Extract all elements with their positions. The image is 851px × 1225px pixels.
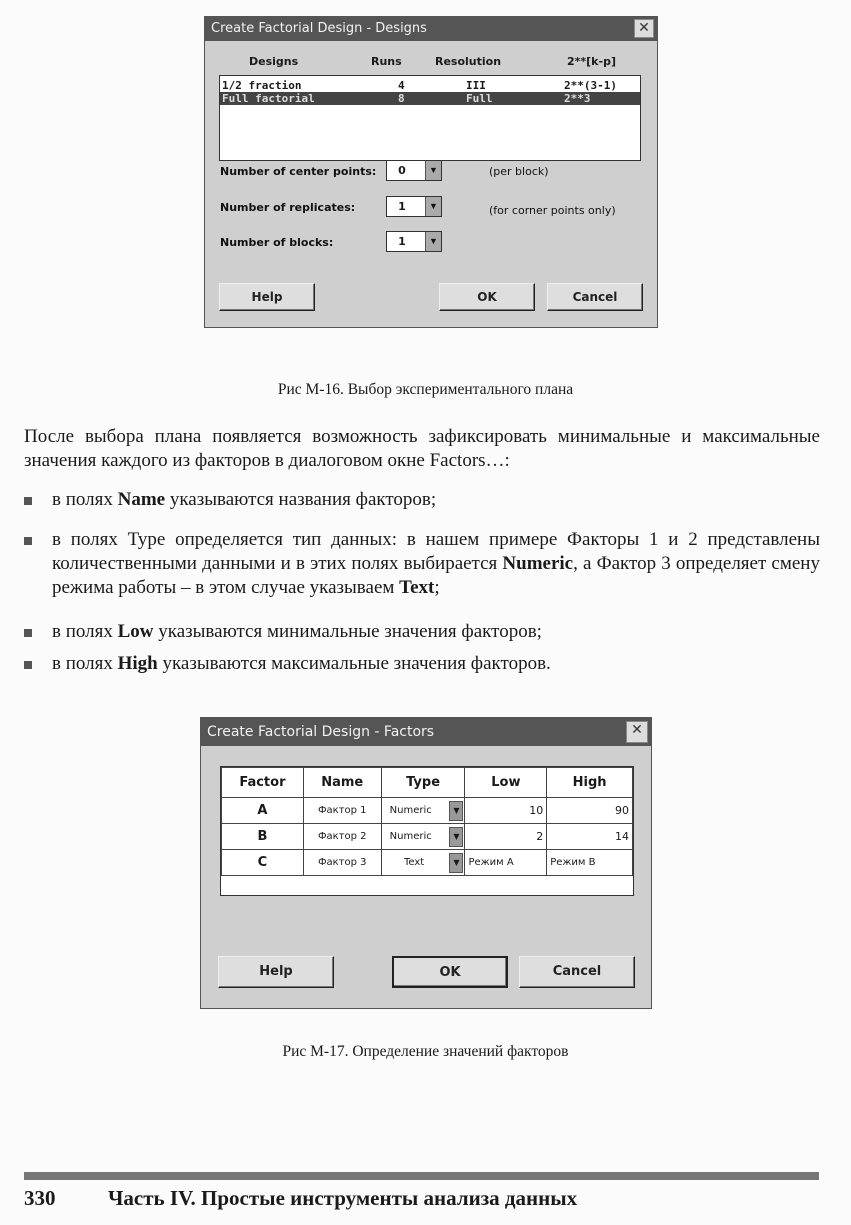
- type-select[interactable]: [381, 824, 465, 850]
- figure-caption-m16: Рис M-16. Выбор экспериментального плана: [277, 381, 574, 398]
- name-cell[interactable]: Фактор 3: [303, 850, 381, 876]
- bullet-text: в полях Low указываются минимальные значения факторов;: [52, 621, 542, 642]
- cancel-button[interactable]: Cancel: [519, 956, 635, 988]
- factors-dialog-titlebar: [201, 718, 651, 746]
- close-icon[interactable]: ✕: [634, 19, 654, 38]
- bullet-marker: [24, 497, 32, 505]
- list-item[interactable]: [220, 79, 640, 92]
- replicates-label: Number of replicates:: [220, 201, 356, 214]
- design-resolution: Full: [466, 92, 493, 105]
- chevron-down-icon[interactable]: ▼: [425, 232, 441, 251]
- table-row: [222, 798, 633, 824]
- blocks-select[interactable]: [386, 231, 442, 252]
- help-button[interactable]: Help: [219, 283, 315, 311]
- high-cell[interactable]: 14: [547, 824, 633, 850]
- design-formula: 2**3: [564, 92, 591, 105]
- chevron-down-icon[interactable]: ▼: [449, 827, 463, 847]
- ok-button[interactable]: OK: [392, 956, 508, 988]
- name-cell[interactable]: Фактор 2: [303, 824, 381, 850]
- high-cell[interactable]: Режим B: [547, 850, 633, 876]
- factor-cell: C: [222, 850, 304, 876]
- formula-column-header: 2**[k-p]: [567, 55, 616, 68]
- bullet-marker: [24, 661, 32, 669]
- list-item-selected[interactable]: [220, 92, 640, 105]
- type-column-header: Type: [381, 768, 465, 798]
- replicates-select[interactable]: [386, 196, 442, 217]
- cancel-button[interactable]: Cancel: [547, 283, 643, 311]
- name-cell[interactable]: Фактор 1: [303, 798, 381, 824]
- type-value: Numeric: [389, 831, 432, 842]
- designs-column-header: Designs: [249, 55, 299, 68]
- factor-cell: B: [222, 824, 304, 850]
- center-points-note: (per block): [489, 165, 549, 178]
- name-column-header: Name: [303, 768, 381, 798]
- design-runs: 4: [398, 79, 405, 92]
- chapter-title: Часть IV. Простые инструменты анализа данных: [108, 1186, 578, 1210]
- bullet-text: в полях Type определяется тип данных: в нашем примере Факторы 1 и 2 представлены количественными данными и в этих полях выбирается Numeric, а Фактор 3 определяет смену режима работы – в этом случае указываем Text;: [52, 529, 820, 598]
- type-value: Text: [403, 857, 425, 868]
- center-points-select[interactable]: [386, 160, 442, 181]
- page-number: 330: [24, 1186, 56, 1210]
- low-cell[interactable]: Режим A: [465, 850, 547, 876]
- designs-list[interactable]: [219, 75, 641, 161]
- resolution-column-header: Resolution: [435, 55, 502, 68]
- chevron-down-icon[interactable]: ▼: [449, 801, 463, 821]
- bullet-marker: [24, 537, 32, 545]
- factors-dialog-title: Create Factorial Design - Factors: [207, 724, 435, 740]
- replicates-note: (for corner points only): [489, 204, 616, 217]
- designs-dialog-title: Create Factorial Design - Designs: [211, 21, 427, 36]
- center-points-value: 0: [398, 164, 406, 177]
- runs-column-header: Runs: [371, 55, 402, 68]
- type-select[interactable]: [381, 798, 465, 824]
- designs-dialog-titlebar: [205, 17, 657, 41]
- body-paragraph: После выбора плана появляется возможность зафиксировать минимальные и максимальные значения каждого из факторов в диалоговом окне Factors…:: [24, 426, 820, 471]
- bullet-text: в полях Name указываются названия факторов;: [52, 489, 437, 510]
- table-header-row: [222, 768, 633, 798]
- replicates-value: 1: [398, 200, 406, 213]
- blocks-value: 1: [398, 235, 406, 248]
- low-cell[interactable]: 2: [465, 824, 547, 850]
- design-name: Full factorial: [222, 92, 315, 105]
- chevron-down-icon[interactable]: ▼: [449, 853, 463, 873]
- design-runs: 8: [398, 92, 405, 105]
- footer-rule: [24, 1172, 819, 1180]
- bullet-marker: [24, 629, 32, 637]
- designs-dialog: [204, 16, 658, 328]
- close-icon[interactable]: ✕: [626, 721, 648, 743]
- factors-dialog: [200, 717, 652, 1009]
- type-select[interactable]: [381, 850, 465, 876]
- center-points-label: Number of center points:: [220, 165, 377, 178]
- design-formula: 2**(3-1): [564, 79, 617, 92]
- factor-column-header: Factor: [222, 768, 304, 798]
- chevron-down-icon[interactable]: ▼: [425, 161, 441, 180]
- type-value: Numeric: [389, 805, 432, 816]
- factors-grid: [220, 766, 634, 896]
- design-name: 1/2 fraction: [222, 79, 302, 92]
- ok-button[interactable]: OK: [439, 283, 535, 311]
- low-cell[interactable]: 10: [465, 798, 547, 824]
- low-column-header: Low: [465, 768, 547, 798]
- high-column-header: High: [547, 768, 633, 798]
- table-row: [222, 824, 633, 850]
- blocks-label: Number of blocks:: [220, 236, 334, 249]
- help-button[interactable]: Help: [218, 956, 334, 988]
- chevron-down-icon[interactable]: ▼: [425, 197, 441, 216]
- table-row: [222, 850, 633, 876]
- figure-caption-m17: Рис M-17. Определение значений факторов: [282, 1043, 569, 1060]
- factor-cell: A: [222, 798, 304, 824]
- bullet-text: в полях High указываются максимальные значения факторов.: [52, 653, 551, 674]
- design-resolution: III: [466, 79, 486, 92]
- high-cell[interactable]: 90: [547, 798, 633, 824]
